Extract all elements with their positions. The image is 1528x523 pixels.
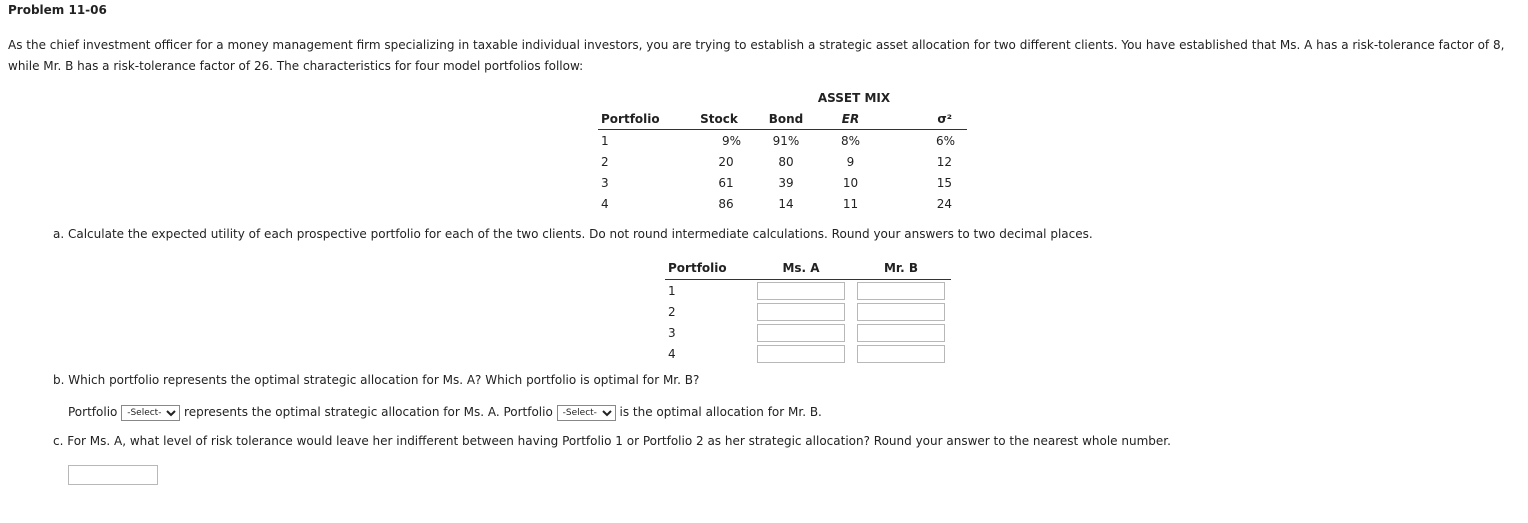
problem-intro: As the chief investment officer for a money management firm specializing in taxable individual investors, you are trying to establish a strategic asset allocation for two different clients. You have established that Ms. A has a risk-tolerance factor of 8, while Mr. B has a risk-tolerance factor of 26. The characteristics for four model portfolios follow:	[8, 38, 1505, 73]
problem-title: Problem 11-06	[8, 3, 107, 17]
er-cell: 11	[842, 196, 859, 211]
er-cell: 10	[842, 175, 859, 190]
part-b-text-3: is the optimal allocation for Mr. B.	[619, 405, 822, 419]
portfolio-cell: 3	[601, 175, 609, 190]
mr-b-utility-input-1[interactable]	[857, 282, 945, 300]
portfolio-cell: 4	[668, 346, 676, 361]
col-mr-b-header: Mr. B	[851, 257, 951, 280]
col-bond-header: Bond	[741, 108, 831, 130]
col-stock-header: Stock	[697, 108, 741, 130]
part-b-text-1: Portfolio	[68, 405, 118, 419]
variance-cell: 12	[936, 154, 952, 169]
col-er-header: ER	[831, 108, 870, 130]
col-portfolio-header: Portfolio	[598, 108, 697, 130]
variance-cell: 6%	[935, 133, 955, 148]
table-row	[665, 280, 951, 302]
stock-cell: 20	[718, 154, 734, 169]
col-ms-a-header: Ms. A	[751, 257, 851, 280]
expected-utility-table	[665, 257, 951, 364]
mr-b-utility-input-3[interactable]	[857, 324, 945, 342]
stock-cell: 9%	[721, 133, 741, 148]
bond-cell: 91%	[772, 133, 800, 148]
ms-a-utility-input-1[interactable]	[757, 282, 845, 300]
asset-mix-header: ASSET MIX	[817, 90, 891, 105]
mr-b-utility-input-2[interactable]	[857, 303, 945, 321]
bond-cell: 80	[778, 154, 794, 169]
part-b-answer-line	[68, 403, 822, 421]
risk-tolerance-input[interactable]	[68, 465, 158, 485]
table-row	[665, 322, 951, 343]
ms-a-utility-input-2[interactable]	[757, 303, 845, 321]
portfolio-cell: 3	[668, 325, 676, 340]
bond-cell: 39	[778, 175, 794, 190]
variance-cell: 24	[936, 196, 952, 211]
variance-cell: 15	[936, 175, 952, 190]
table-row	[598, 130, 967, 152]
mr-b-utility-input-4[interactable]	[857, 345, 945, 363]
bond-cell: 14	[778, 196, 794, 211]
er-cell: 8%	[840, 133, 861, 148]
part-c-question: c. For Ms. A, what level of risk tolerance would leave her indifferent between having Portfolio 1 or Portfolio 2 as her strategic allocation? Round your answer to the nearest whole number.	[53, 434, 1171, 448]
part-a-question: a. Calculate the expected utility of each prospective portfolio for each of the two clients. Do not round intermediate calculations. Round your answers to two decimal places.	[53, 227, 1093, 241]
col-variance-header: σ²	[870, 108, 967, 130]
table-row	[598, 151, 967, 172]
part-b-text-2: represents the optimal strategic allocation for Ms. A. Portfolio	[184, 405, 553, 419]
part-b-question: b. Which portfolio represents the optimal strategic allocation for Ms. A? Which portfolio is optimal for Mr. B?	[53, 373, 700, 387]
ms-a-portfolio-select[interactable]	[121, 405, 180, 421]
col-portfolio-header: Portfolio	[665, 257, 751, 280]
table-row	[598, 193, 967, 214]
table-row	[665, 301, 951, 322]
portfolio-cell: 2	[668, 304, 676, 319]
table-row	[665, 343, 951, 364]
portfolio-cell: 1	[601, 133, 609, 148]
portfolio-characteristics-table	[598, 87, 967, 214]
stock-cell: 86	[718, 196, 734, 211]
portfolio-cell: 4	[601, 196, 609, 211]
table-row	[598, 172, 967, 193]
portfolio-cell: 2	[601, 154, 609, 169]
mr-b-portfolio-select[interactable]	[557, 405, 616, 421]
stock-cell: 61	[718, 175, 734, 190]
ms-a-utility-input-4[interactable]	[757, 345, 845, 363]
portfolio-cell: 1	[668, 283, 676, 298]
er-cell: 9	[846, 154, 855, 169]
ms-a-utility-input-3[interactable]	[757, 324, 845, 342]
